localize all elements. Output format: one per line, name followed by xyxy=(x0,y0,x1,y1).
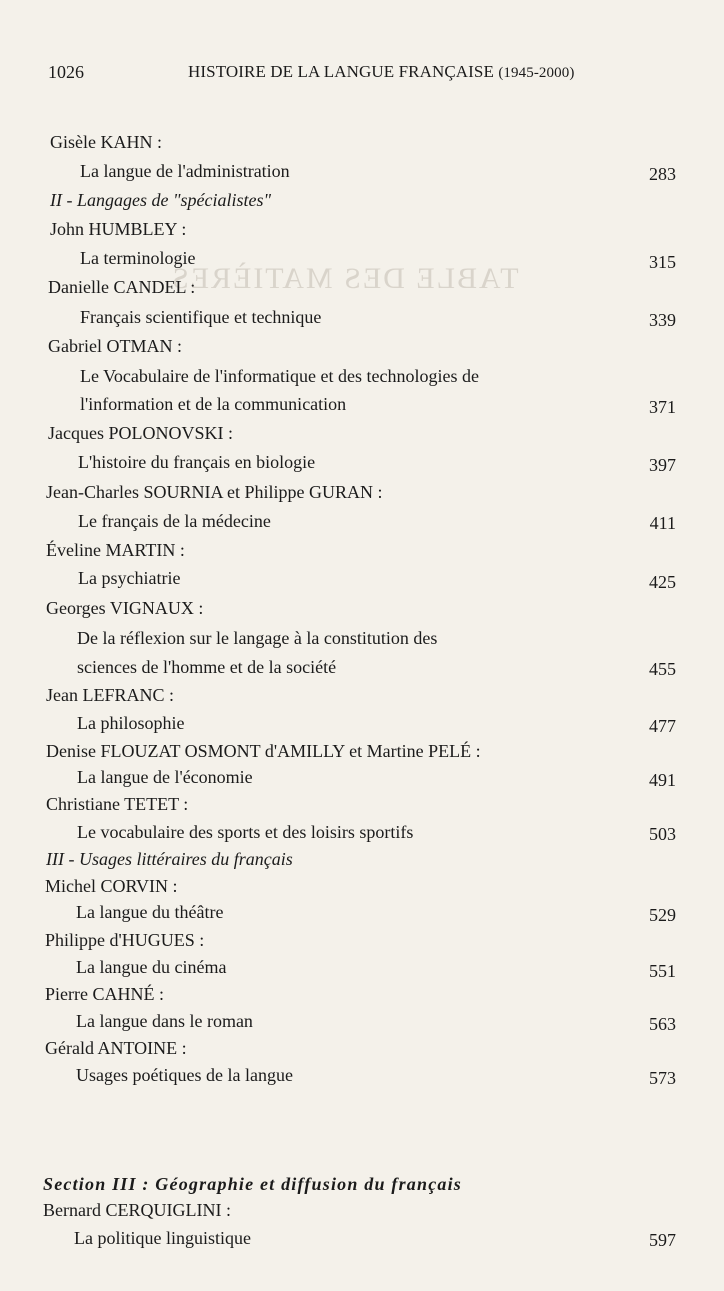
toc-page-number: 425 xyxy=(649,572,676,592)
toc-page-number: 551 xyxy=(649,961,676,981)
toc-title: Le vocabulaire des sports et des loisirs sportifs xyxy=(77,822,414,842)
toc-title: La psychiatrie xyxy=(78,568,181,588)
running-title xyxy=(188,62,574,82)
toc-title: De la réflexion sur le langage à la constitution des xyxy=(77,628,438,648)
toc-author: Jacques POLONOVSKI : xyxy=(48,423,233,443)
toc-page-number: 283 xyxy=(649,164,676,184)
toc-author: Gisèle KAHN : xyxy=(50,132,162,152)
toc-page-number: 597 xyxy=(649,1230,676,1250)
toc-page-number: 397 xyxy=(649,455,676,475)
toc-title-continued: l'information et de la communication xyxy=(80,394,347,414)
toc-title: La langue du cinéma xyxy=(76,957,227,977)
toc-subsection: III - Usages littéraires du français xyxy=(46,849,293,869)
toc-page-number: 371 xyxy=(649,397,676,417)
toc-title: La philosophie xyxy=(77,713,185,733)
toc-title: Français scientifique et technique xyxy=(80,307,322,327)
toc-author: Denise FLOUZAT OSMONT d'AMILLY et Martine PELÉ : xyxy=(46,741,481,761)
toc-title-continued: sciences de l'homme et de la société xyxy=(77,657,337,677)
toc-section-heading: Section III : Géographie et diffusion du français xyxy=(43,1174,463,1194)
page-number: 1026 xyxy=(48,62,84,82)
toc-page-number: 563 xyxy=(649,1014,676,1034)
toc-title: La terminologie xyxy=(80,248,196,268)
toc-author: Philippe d'HUGUES : xyxy=(45,930,205,950)
toc-author: Danielle CANDEL : xyxy=(48,277,196,297)
toc-author: Georges VIGNAUX : xyxy=(46,598,204,618)
toc-title: La langue dans le roman xyxy=(76,1011,253,1031)
toc-title: Usages poétiques de la langue xyxy=(76,1065,293,1085)
toc-title: Le Vocabulaire de l'informatique et des technologies de xyxy=(80,366,479,386)
toc-page-number: 315 xyxy=(649,252,676,272)
toc-author: Éveline MARTIN : xyxy=(46,540,185,560)
toc-author: Gérald ANTOINE : xyxy=(45,1038,187,1058)
toc-author: Michel CORVIN : xyxy=(45,876,178,896)
toc-author: John HUMBLEY : xyxy=(50,219,187,239)
toc-title: La langue de l'économie xyxy=(77,767,253,787)
toc-page-number: 503 xyxy=(649,824,676,844)
toc-title: Le français de la médecine xyxy=(78,511,271,531)
toc-subsection: II - Langages de "spécialistes" xyxy=(50,190,272,210)
toc-title: La politique linguistique xyxy=(74,1228,251,1248)
toc-author: Pierre CAHNÉ : xyxy=(45,984,164,1004)
toc-title: La langue du théâtre xyxy=(76,902,224,922)
toc-page-number: 339 xyxy=(649,310,676,330)
page-header xyxy=(48,62,688,92)
toc-page-number: 529 xyxy=(649,905,676,925)
toc-author: Jean-Charles SOURNIA et Philippe GURAN : xyxy=(46,482,383,502)
toc-author: Christiane TETET : xyxy=(46,794,189,814)
toc-page-number: 477 xyxy=(649,716,676,736)
toc-author: Gabriel OTMAN : xyxy=(48,336,182,356)
bleed-through-title: TABLE DES MATIÈRES xyxy=(170,262,519,295)
toc-title: L'histoire du français en biologie xyxy=(78,452,316,472)
toc-page-number: 491 xyxy=(649,770,676,790)
toc-page-number: 455 xyxy=(649,659,676,679)
toc-author: Bernard CERQUIGLINI : xyxy=(43,1200,231,1220)
running-title-years: (1945-2000) xyxy=(498,65,575,81)
toc-title: La langue de l'administration xyxy=(80,161,290,181)
toc-page-number: 573 xyxy=(649,1068,676,1088)
toc-author: Jean LEFRANC : xyxy=(46,685,174,705)
toc-page-number: 411 xyxy=(649,513,676,533)
running-title-text: HISTOIRE DE LA LANGUE FRANÇAISE xyxy=(188,62,494,81)
